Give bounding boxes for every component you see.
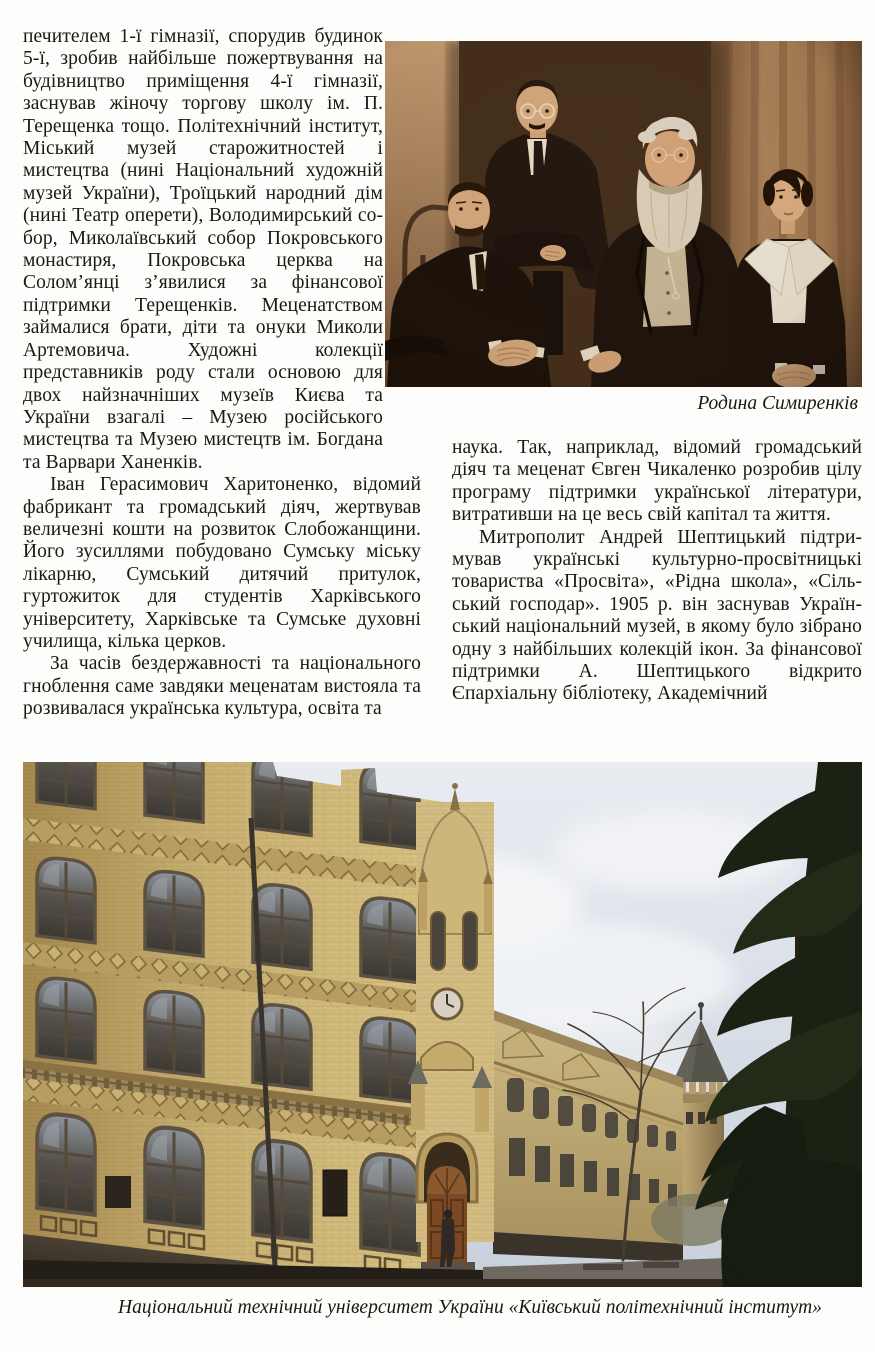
building-photo-caption: Національний технічний університет України «Київський політехнічний інститут» xyxy=(118,1297,822,1318)
photo-vignette xyxy=(385,41,862,387)
family-photo xyxy=(385,41,862,387)
body-paragraph: печителем 1-ї гімназії, спорудив будинок 5-ї, зробив найбільше пожертвування на будівництво приміщення 4-ї гімназії, заснував жіночу торгову школу ім. П. Терещенка тощо. Політехнічний інститут, Міський музей старожитностей і мистецтва (нині Національний художній музей України), Троїцький народний дім (нині Театр оперети), Володимирський собор, Миколаївський собор Покровського монастиря, Покровська церква на Солом’янці з’явилися за фінансової підтримки Терещенків. Меценатством займалися брати, діти та онуки Миколи Артемовича. Художні колекції представників роду стали основою для двох найзначніших музеїв Києва та України взагалі – Музею російського мистецтва та Музею мистецтв ім. Богдана та Варвари Ханенків. xyxy=(23,26,383,473)
building-photo-image xyxy=(23,762,862,1287)
entrance-risalit xyxy=(408,783,494,1270)
family-photo-caption: Родина Симиренків xyxy=(697,393,858,414)
left-text-column xyxy=(23,26,421,721)
body-paragraph: Митрополит Андрей Шептицький підтримував українські культурно-просвітницькі товариства «Просвіта», «Рідна школа», «Сільський господар». 1905 р. він заснував Український національний музей, в якому було зібрано одну з найбільших колекцій ікон. За фінансової підтримки А. Шептицького відкрито Єпархіальну бібліотеку, Академічний xyxy=(452,526,862,705)
near-facade xyxy=(23,762,453,1287)
building-photo xyxy=(23,762,862,1287)
memorial-plaque xyxy=(323,1170,347,1216)
body-paragraph: наука. Так, наприклад, відомий громадський діяч та меценат Євген Чикаленко розробив цілу програму підтримки української літератури, витративши на це весь свій капітал та життя. xyxy=(452,437,862,526)
memorial-plaque xyxy=(105,1176,131,1208)
family-photo-image xyxy=(385,41,862,387)
body-paragraph: За часів бездержавності та національного гноблення саме завдяки меценатам вистояла та розвивалася українська культура, освіта та xyxy=(23,653,421,720)
body-paragraph: Іван Герасимович Харитоненко, відомий фабрикант та громадський діяч, жертвував величезні кошти на розвиток Слобожанщини. Його зусиллями побудовано Сумську міську лікарню, Сумський дитячий притулок, гуртожиток для студентів Харківського університету, Харківське та Сумське духовні училища, кілька церков. xyxy=(23,474,421,652)
right-text-column xyxy=(452,437,862,706)
